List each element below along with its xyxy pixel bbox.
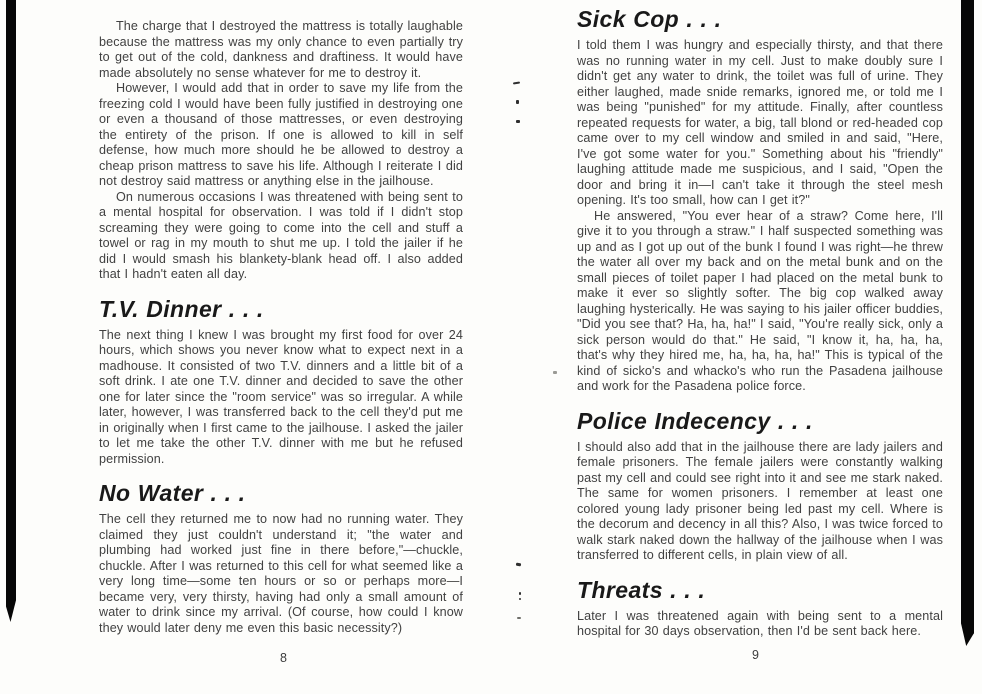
scan-speck xyxy=(516,100,519,104)
paragraph-no-water: The cell they returned me to now had no running water. They claimed they just couldn't understand it; "the water and plumbing had worked just fine in there before,"—chuckle, chuckle. After I was returned to this cell for what seemed like a very long time—some ten hours or so or perhaps more—I became very, very thirsty, having had only a small amount of water to drink since my arrival. (Of course, how could I know they would later deny me even this basic necessity?) xyxy=(99,512,463,635)
scan-edge-bar-right xyxy=(961,0,974,646)
scan-speck xyxy=(516,120,520,123)
paragraph-however: However, I would add that in order to save my life from the freezing cold I would have been fully justified in destroying one or even a thousand of those mattresses, or even destroying the entirety of the prison. If one is allowed to kill in self defense, how much more should he be allowed to destroy a cheap prison mattress to save his life. Although I reiterate I did not destroy said mattress or anything else in the jailhouse. xyxy=(99,81,463,188)
paragraph-charge: The charge that I destroyed the mattress is totally laughable because the mattress was my only chance to even partially try to get out of the cold, dankness and draftiness. It would have made absolutely no sense whatever for me to destroy it. xyxy=(99,19,463,80)
page-left-text-column xyxy=(99,19,463,636)
heading-police-indecency: Police Indecency . . . xyxy=(577,407,813,434)
paragraph-threats: Later I was threatened again with being sent to a mental hospital for 30 days observation, then I'd be sent back here. xyxy=(577,608,943,638)
paragraph-sick-cop-2: He answered, "You ever hear of a straw? Come here, I'll give it to you through a straw." I half suspected something was up and as I got up out of the bunk I found I was right—he threw the water all over my back and on the metal bunk and on the small pieces of toilet paper I had placed on the metal bunk to make it ever so slightly softer. The big cop walked away laughing hysterically. He was saying to his jailer officer buddies, "Did you see that? Ha, ha, ha!" I said, "You're really sick, only a sick person would do that." He said, "I know it, ha, ha, ha, that's why they hired me, ha, ha, ha, ha!" This is typical of the kind of sicko's and whacko's who run the Pasadena jailhouse and work for the Pasadena police force. xyxy=(577,208,943,393)
scan-speck xyxy=(516,563,521,567)
paragraph-sick-cop-1: I told them I was hungry and especially thirsty, and that there was no running water in my cell. Just to make doubly sure I didn't get any water to drink, the toilet was full of urine. They either laughed, made snide remarks, ignored me, or told me I was being "punished" for my attitude. Finally, after countless repeated requests for water, a big, tall blond or red-headed cop came over to my cell window and smiled in and said, "Here, I've got some water for you." Something about his "friendly" laughing attitude made me suspicious, and I said, "Open the door and bring it in—I can't take it through the steel mesh opening. It's too small, how can I get it?" xyxy=(577,38,943,207)
scan-edge-bar-left xyxy=(6,0,16,622)
page-number-left: 8 xyxy=(280,651,287,665)
paragraph-tv-dinner: The next thing I knew I was brought my first food for over 24 hours, which shows you never know what to expect next in a madhouse. It consisted of two T.V. dinners and a little bit of a soft drink. I ate one T.V. dinner and decided to save the other one for later since the "room service" was so irregular. A while later, however, I was transferred back to the cell they'd put me in originally when I first came to the jailhouse. I asked the jailer to let me take the other T.V. dinner with me but he refused permission. xyxy=(99,327,463,466)
scan-speck xyxy=(519,592,521,595)
page-right-text-column xyxy=(577,6,943,640)
paragraph-occasions: On numerous occasions I was threatened with being sent to a mental hospital for observation. I was told if I didn't stop screaming they were going to come into the cell and stuff a towel or rag in my mouth to shut me up. I told the jailer if he did I would smash his blankety-blank head off. I also added that I hadn't eaten all day. xyxy=(99,189,463,281)
scan-speck xyxy=(513,82,520,85)
paragraph-police-indecency: I should also add that in the jailhouse there are lady jailers and female prisoners. The female jailers were constantly walking past my cell and could see right into it and see me stark naked. The same for women prisoners. I remember at least one colored young lady prisoner being led past my cell. Where is the decorum and decency in all this? Also, I was twice forced to walk stark naked down the hallway of the jailhouse when I was transferred to different cells, in plain view of all. xyxy=(577,439,943,562)
heading-threats: Threats . . . xyxy=(577,576,706,603)
heading-no-water: No Water . . . xyxy=(99,480,246,506)
scan-speck xyxy=(519,598,521,600)
heading-sick-cop: Sick Cop . . . xyxy=(577,6,722,32)
page-number-right: 9 xyxy=(752,648,759,662)
scan-speck xyxy=(553,371,557,374)
heading-tv-dinner: T.V. Dinner . . . xyxy=(99,295,264,322)
scan-speck xyxy=(517,617,521,619)
